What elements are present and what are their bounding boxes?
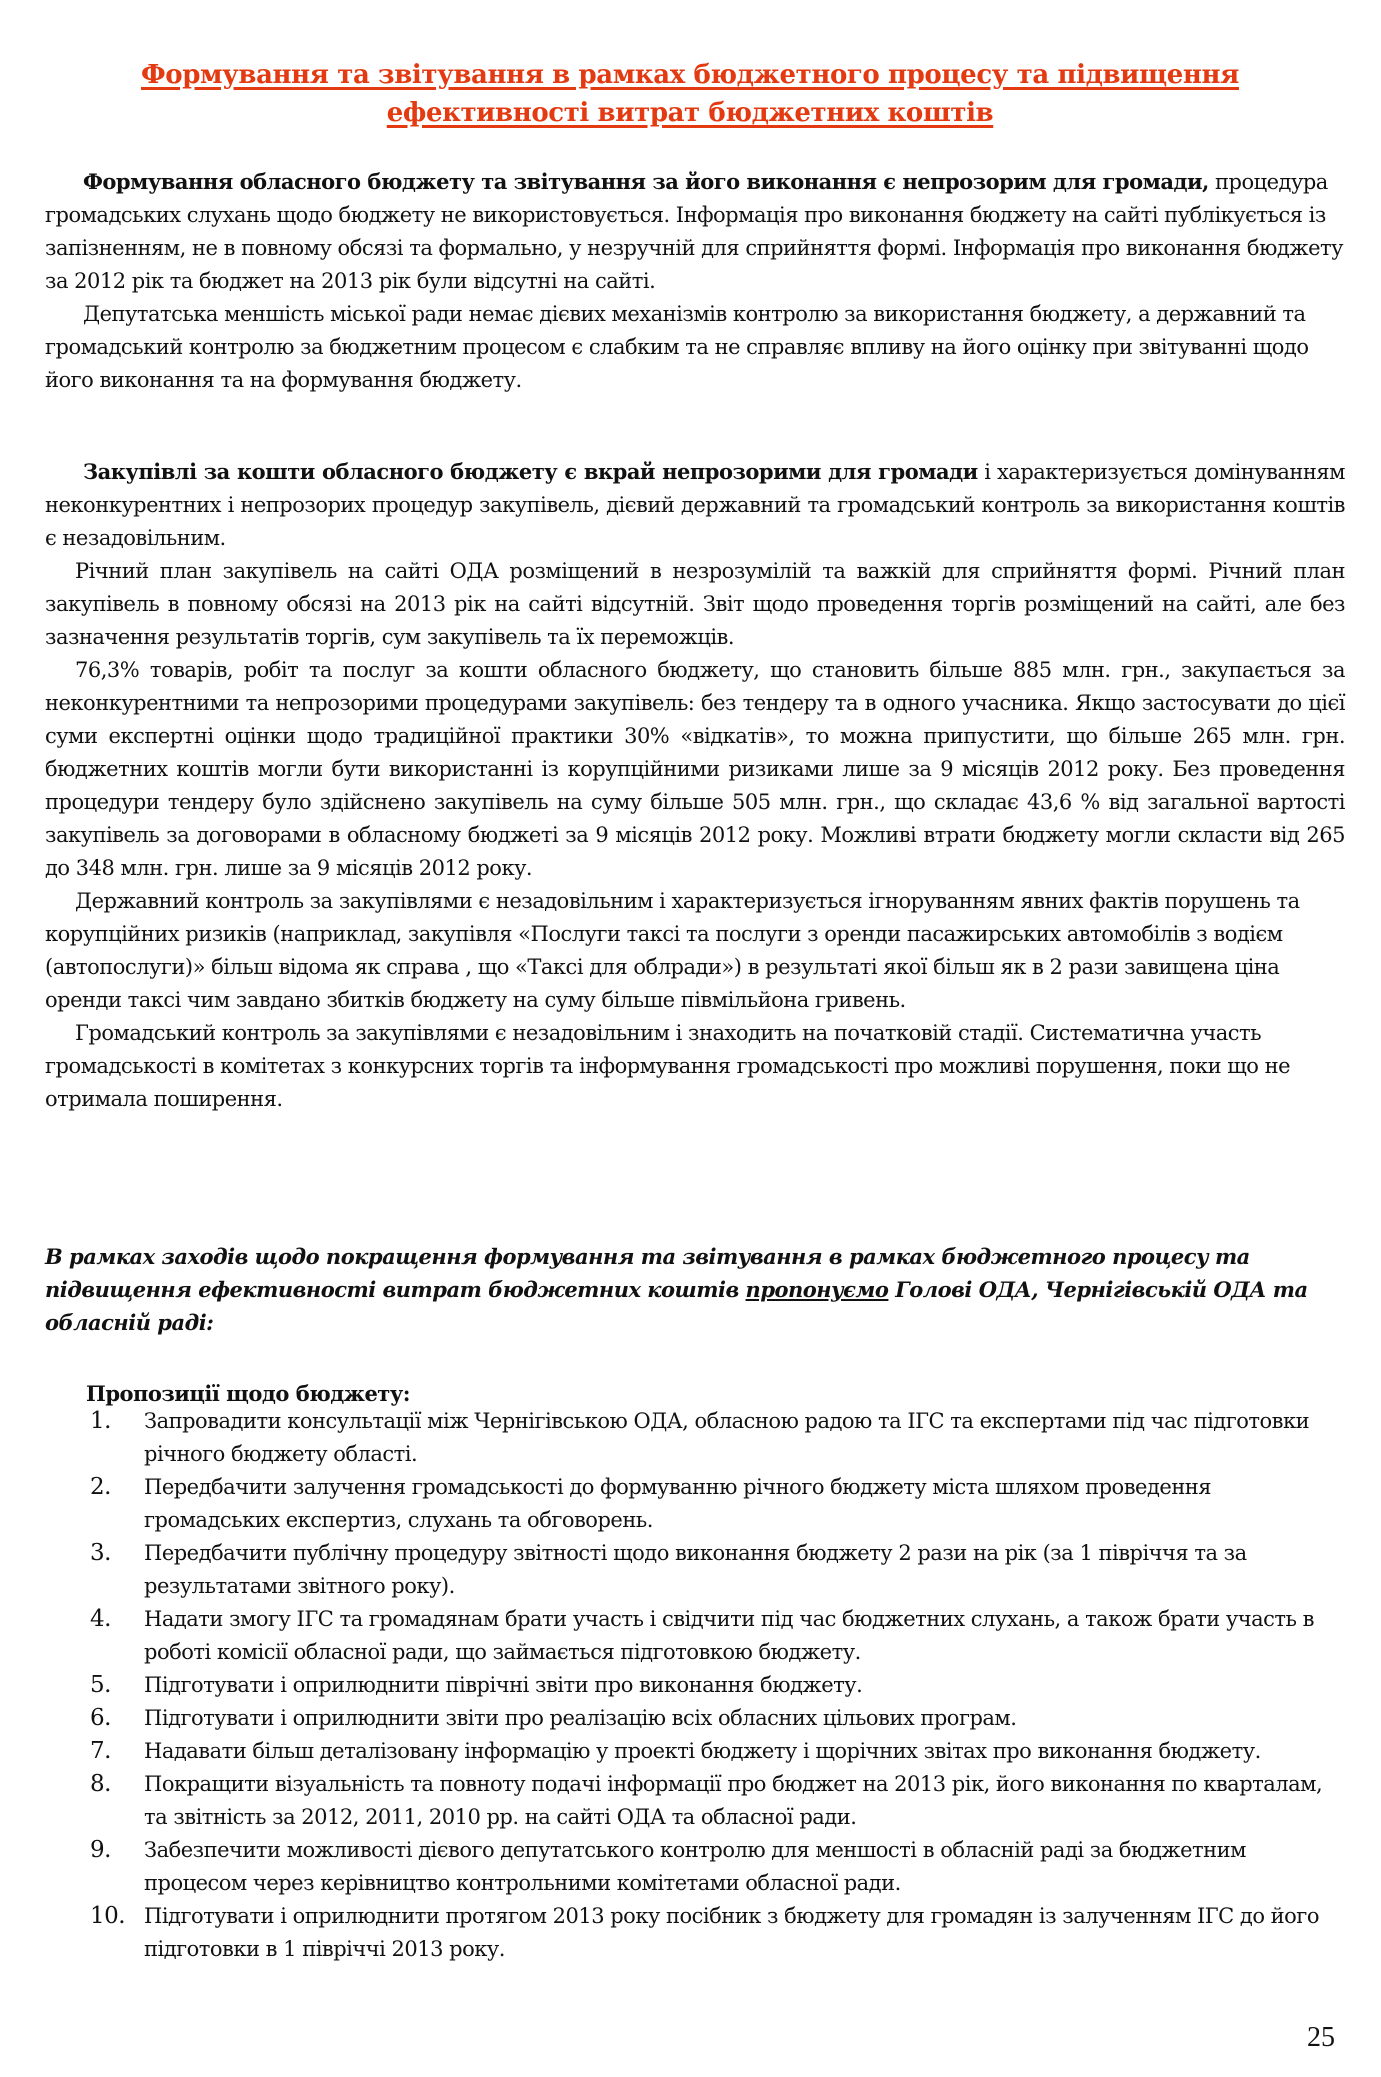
proposals-heading: Пропозиції щодо бюджету: (86, 1381, 411, 1406)
page-title: Формування та звітування в рамках бюджетного процесу та підвищення ефективності витрат бюджетних коштів (141, 60, 1239, 128)
underlined-word: пропонуємо (745, 1277, 889, 1302)
bold-lead: Формування обласного бюджету та звітування за його виконання є непрозорим для громади, (83, 169, 1209, 194)
section-budget-formation (45, 165, 1345, 397)
paragraph: Річний план закупівель на сайті ОДА розміщений в незрозумілій та важкій для сприйняття формі. Річний план закупівель в повному обсязі на 2013 рік на сайті відсутній. Звіт щодо проведення торгів розміщений на сайті, але без зазначення результатів торгів, сум закупівель та їх переможців. (45, 559, 1345, 649)
section-procurement (45, 455, 1345, 1116)
list-item: 1. Запровадити консультації між Чернігівською ОДА, обласною радою та ІГС та експертами під час підготовки річного бюджету області. (90, 1408, 1310, 1466)
paragraph: Державний контроль за закупівлями є незадовільним і характеризується ігноруванням явних фактів порушень та корупційних ризиків (наприклад, закупівля «Послуги таксі та послуги з оренди пасажирських автомобілів з водієм (автопослуги)» більш відома як справа , що «Таксі для облради») в результаті якої більш як в 2 рази завищена ціна оренди таксі чим завдано збитків бюджету на суму більше півмільйона гривень. (45, 889, 1300, 1012)
paragraph: Депутатська меншість міської ради немає дієвих механізмів контролю за використання бюджету, а державний та громадський контролю за бюджетним процесом є слабким та не справляє впливу на його оцінку при звітуванні щодо його виконання та на формування бюджету. (45, 302, 1309, 392)
list-item: 3. Передбачити публічну процедуру звітності щодо виконання бюджету 2 рази на рік (за 1 півріччя та за результатами звітного року). (90, 1540, 1247, 1598)
list-item: 10. Підготувати і оприлюднити протягом 2013 року посібник з бюджету для громадян із залученням ІГС до його підготовки в 1 півріччі 2013 року. (90, 1903, 1319, 1961)
proposals-list (90, 1405, 1330, 1966)
list-item: 9. Забезпечити можливості дієвого депутатського контролю для меншості в обласній раді за бюджетним процесом через керівництво контрольними комітетами обласної ради. (90, 1837, 1246, 1895)
page-number: 25 (1307, 2022, 1335, 2053)
list-item: 8. Покращити візуальність та повноту подачі інформації про бюджет на 2013 рік, його виконання по кварталам, та звітність за 2012, 2011, 2010 рр. на сайті ОДА та обласної ради. (90, 1771, 1323, 1829)
list-item: 4. Надати змогу ІГС та громадянам брати участь і свідчити під час бюджетних слухань, а також брати участь в роботі комісії обласної ради, що займається підготовкою бюджету. (90, 1606, 1314, 1664)
list-item: 6. Підготувати і оприлюднити звіти про реалізацію всіх обласних цільових програм. (90, 1705, 1017, 1731)
paragraph: 76,3% товарів, робіт та послуг за кошти обласного бюджету, що становить більше 885 млн. грн., закупається за неконкурентними та непрозорими процедурами закупівель: без тендеру та в одного учасника. Якщо застосувати до цієї суми експертні оцінки щодо традиційної практики 30% «відкатів», то можна припустити, що більше 265 млн. грн. бюджетних коштів могли бути використанні із корупційними ризиками лише за 9 місяців 2012 року. Без проведення процедури тендеру було здійснено закупівель на суму більше 505 млн. грн., що складає 43,6 % від загальної вартості закупівель за договорами в обласному бюджеті за 9 місяців 2012 року. Можливі втрати бюджету могли скласти від 265 до 348 млн. грн. лише за 9 місяців 2012 року. (45, 658, 1345, 880)
proposal-intro: В рамках заходів щодо покращення формування та звітування в рамках бюджетного процесу та підвищення ефективності витрат бюджетних коштів пропонуємо Голові ОДА, Чернігівській ОДА та обласній раді: (45, 1244, 1308, 1335)
list-item: 7. Надавати більш деталізовану інформацію у проекті бюджету і щорічних звітах про виконання бюджету. (90, 1738, 1261, 1764)
bold-lead: Закупівлі за кошти обласного бюджету є вкрай непрозорими для громади (83, 459, 978, 484)
paragraph: Закупівлі за кошти обласного бюджету є вкрай непрозорими для громади і характеризується домінуванням неконкурентних і непрозорих процедур закупівель, дієвий державний та громадський контроль за використання коштів є незадовільним. (45, 459, 1345, 550)
paragraph: Формування обласного бюджету та звітування за його виконання є непрозорим для громади, процедура громадських слухань щодо бюджету не використовується. Інформація про виконання бюджету на сайті публікується із запізненням, не в повному обсязі та формально, у незручній для сприйняття формі. Інформація про виконання бюджету за 2012 рік та бюджет на 2013 рік були відсутні на сайті. (45, 169, 1344, 293)
list-item: 2. Передбачити залучення громадськості до формуванню річного бюджету міста шляхом проведення громадських експертиз, слухань та обговорень. (90, 1474, 1212, 1532)
list-item: 5. Підготувати і оприлюднити піврічні звіти про виконання бюджету. (90, 1672, 863, 1698)
paragraph: Громадський контроль за закупівлями є незадовільним і знаходить на початковій стадії. Систематична участь громадськості в комітетах з конкурсних торгів та інформування громадськості про можливі порушення, поки що не отримала поширення. (45, 1021, 1291, 1111)
